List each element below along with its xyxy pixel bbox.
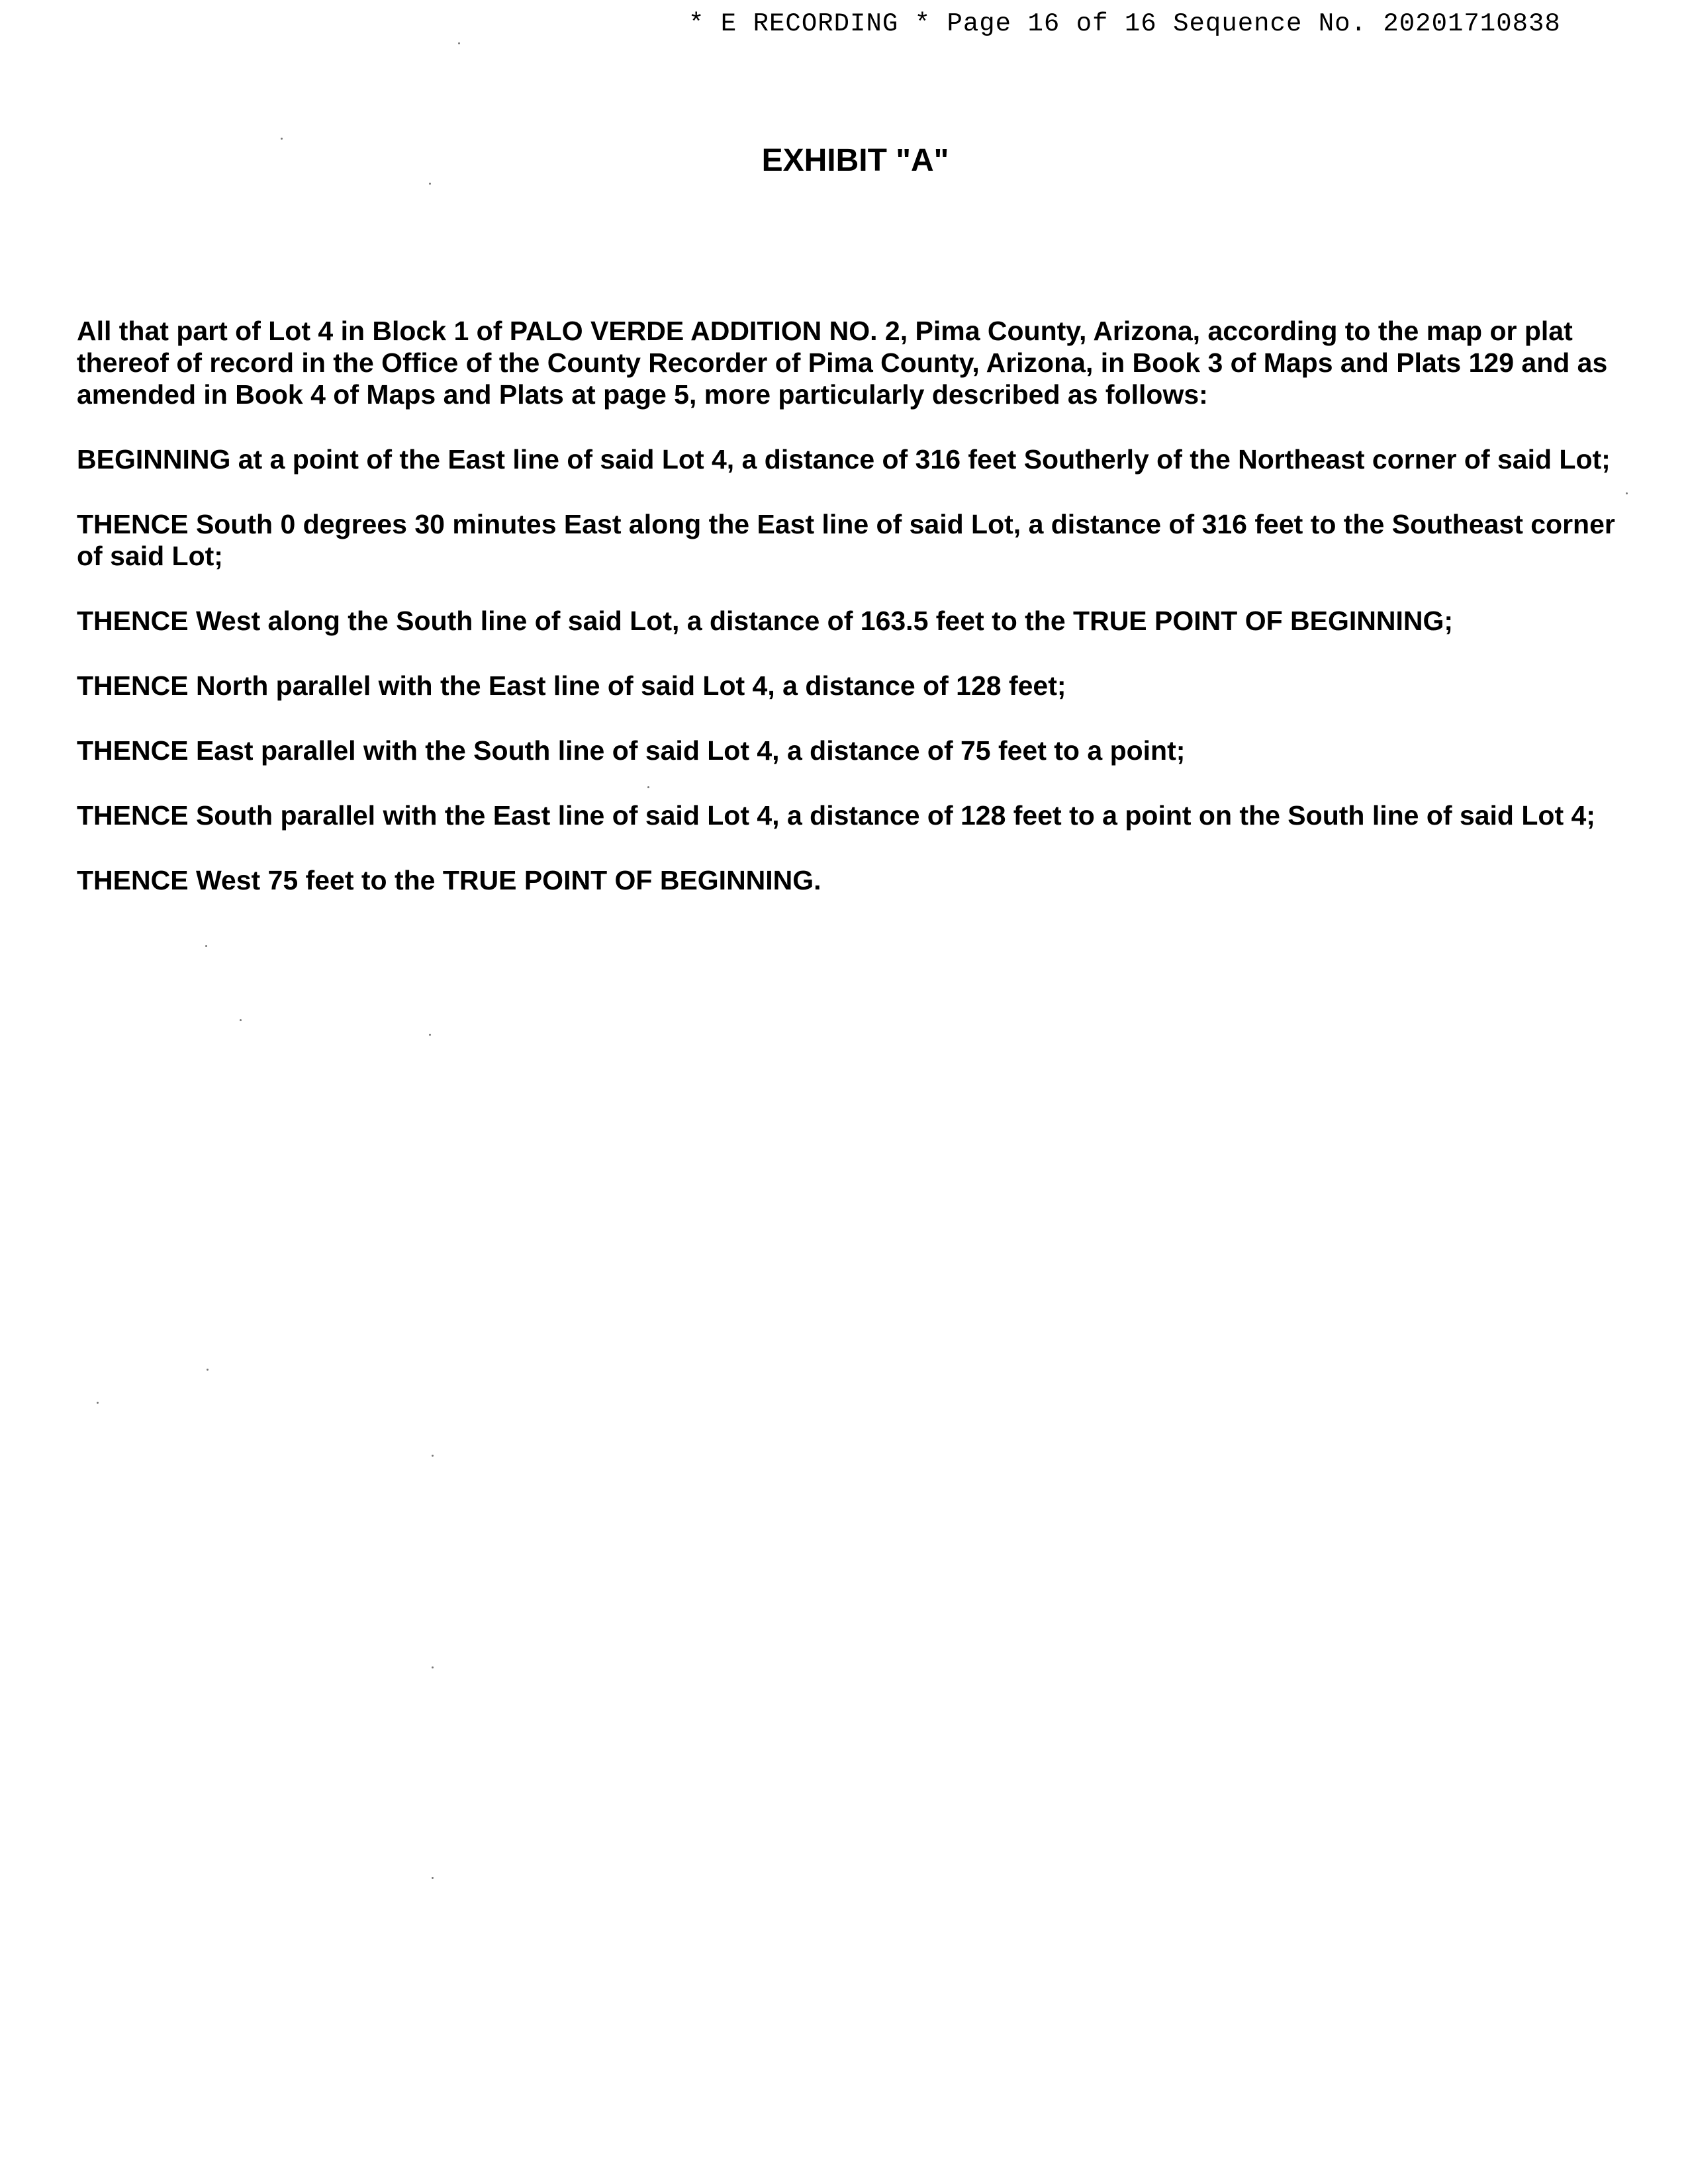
scan-speck <box>429 1034 431 1036</box>
scan-speck <box>432 1877 434 1879</box>
legal-paragraph-course-4: THENCE East parallel with the South line of said Lot 4, a distance of 75 feet to a point; <box>77 735 1186 766</box>
scan-speck <box>1626 492 1628 494</box>
recording-stamp: * E RECORDING * Page 16 of 16 Sequence No. 20201710838 <box>688 9 1561 38</box>
scan-speck <box>432 1455 434 1457</box>
scan-speck <box>432 1666 434 1668</box>
scan-speck <box>240 1019 242 1021</box>
legal-paragraph-beginning: BEGINNING at a point of the East line of said Lot 4, a distance of 316 feet Southerly of the Northeast corner of said Lot; <box>77 444 1611 475</box>
legal-paragraph-intro: All that part of Lot 4 in Block 1 of PALO VERDE ADDITION NO. 2, Pima County, Arizona, according to the map or plat thereof of record in the Office of the County Recorder of Pima County, Arizona, in Book 3 of Maps and Plats 129 and as amended in Book 4 of Maps and Plats at page 5, more particularly described as follows: <box>77 316 1608 410</box>
scan-speck <box>97 1402 99 1404</box>
legal-paragraph-course-3: THENCE North parallel with the East line of said Lot 4, a distance of 128 feet; <box>77 670 1066 701</box>
legal-paragraph-course-1: THENCE South 0 degrees 30 minutes East along the East line of said Lot, a distance of 316 feet to the Southeast corner of said Lot; <box>77 509 1615 571</box>
scan-speck <box>281 138 283 140</box>
legal-description <box>77 315 1619 929</box>
scan-speck <box>647 786 649 788</box>
scan-speck <box>207 1369 209 1371</box>
exhibit-title: EXHIBIT "A" <box>761 143 949 178</box>
legal-paragraph-course-5: THENCE South parallel with the East line of said Lot 4, a distance of 128 feet to a point on the South line of said Lot 4; <box>77 800 1595 831</box>
scan-speck <box>458 42 460 44</box>
scan-speck <box>205 945 207 947</box>
legal-paragraph-course-6: THENCE West 75 feet to the TRUE POINT OF BEGINNING. <box>77 865 821 895</box>
legal-paragraph-course-2: THENCE West along the South line of said Lot, a distance of 163.5 feet to the TRUE POINT OF BEGINNING; <box>77 606 1454 636</box>
scan-speck <box>429 183 431 185</box>
